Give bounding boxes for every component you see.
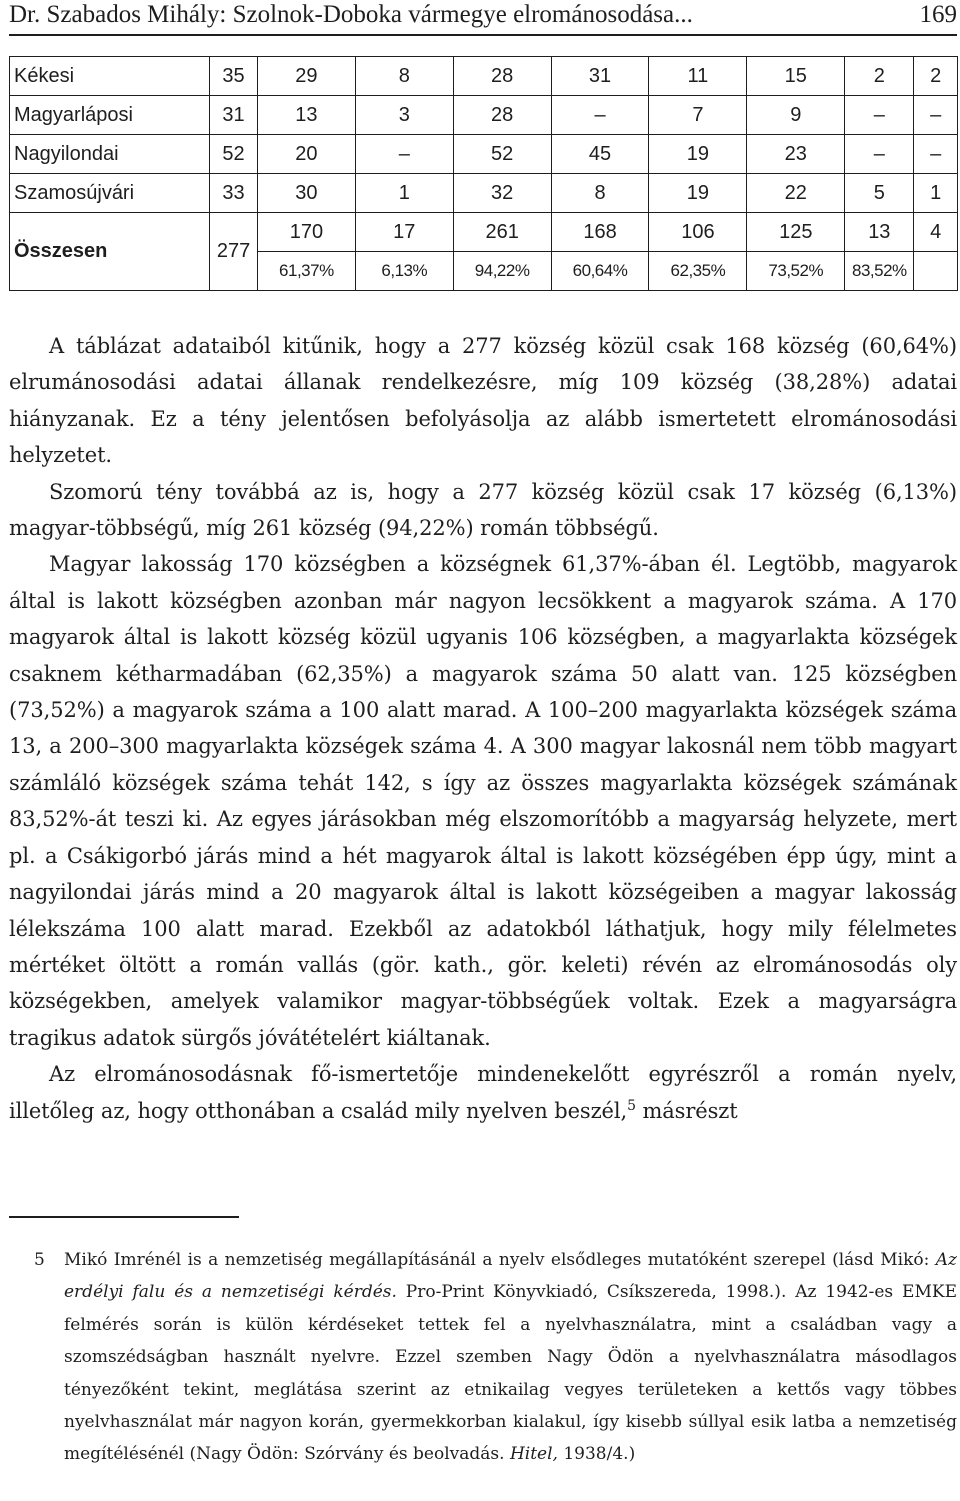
footnote-body: [64, 1244, 957, 1471]
table-cell: 31: [551, 57, 649, 96]
body-text: [9, 328, 957, 1129]
table-cell: 2: [914, 57, 958, 96]
table-cell: 1: [355, 174, 453, 213]
paragraph-text: Az elrománosodásnak fő-ismertetője mindenekelőtt egyrészről a román nyelv, illetőleg az, hogy otthonában a család mily nyelven beszél,: [9, 1062, 957, 1123]
table-cell: 19: [649, 135, 747, 174]
table-cell: 52: [453, 135, 551, 174]
table-row: [10, 135, 958, 174]
table-cell: 45: [551, 135, 649, 174]
table-cell: 23: [747, 135, 845, 174]
total-value-cell: 17: [355, 213, 453, 252]
total-value-cell: 261: [453, 213, 551, 252]
total-value-cell: 106: [649, 213, 747, 252]
table-row: [10, 174, 958, 213]
row-name-cell: Szamosújvári: [10, 174, 210, 213]
table-cell: 1: [914, 174, 958, 213]
table-cell: 11: [649, 57, 747, 96]
statistics-table: [9, 56, 958, 291]
total-value-cell: 4: [914, 213, 958, 252]
total-percent-cell: 6,13%: [355, 252, 453, 291]
total-percent-cell: 83,52%: [845, 252, 914, 291]
row-name-cell: Kékesi: [10, 57, 210, 96]
paragraph-text-end: másrészt: [635, 1098, 738, 1123]
paragraph: A táblázat adataiból kitűnik, hogy a 277 község közül csak 168 község (60,64%) elrumánosodási adatai állanak rendelkezésre, míg 109 község (38,28%) adatai hiányzanak. Ez a tény jelentősen befolyásolja az alább ismertetett elrománosodási helyzetet.: [9, 334, 957, 468]
total-value-cell: 168: [551, 213, 649, 252]
footnote: [9, 1244, 957, 1471]
total-percent-cell: 61,37%: [257, 252, 355, 291]
row-name-cell: Magyarláposi: [10, 96, 210, 135]
total-value-cell: 13: [845, 213, 914, 252]
footnote-text: Pro-Print Könyvkiadó, Csíkszereda, 1998.). Az 1942-es EMKE felmérés során is külön kérdéseket tettek fel a nyelvhasználatra, mint a családban vagy a szomszédságban használt nyelvre. Ezzel szemben Nagy Ödön a nyelvhasználatra másodlagos tényezőként tekint, meglátása szerint az etnikailag vegyes területeken a kettős vagy többes nyelvhasználat már nagyon korán, gyermekkorban kialakul, így kisebb súllyal esik latba a nemzetiség megítélésénél (Nagy Ödön: Szórvány és beolvadás.: [64, 1282, 957, 1465]
footnote-journal-title: Hitel,: [509, 1444, 558, 1465]
table-cell: 28: [453, 96, 551, 135]
table-row-total: [10, 213, 958, 252]
table-cell: 9: [747, 96, 845, 135]
total-value-cell: 125: [747, 213, 845, 252]
table-cell: 30: [257, 174, 355, 213]
header-title: Dr. Szabados Mihály: Szolnok-Doboka vármegye elrománosodása...: [9, 1, 693, 28]
table-cell: 28: [453, 57, 551, 96]
total-label-cell: Összesen: [10, 213, 210, 291]
table-cell: 33: [210, 174, 258, 213]
table-cell: –: [914, 96, 958, 135]
paragraph: Magyar lakosság 170 községben a községnek 61,37%-ában él. Legtöbb, magyarok által is lakott községben azonban már nagyon lecsökkent a magyarok száma. A 170 magyarok által is lakott község közül ugyanis 106 községben, a magyarlakta községek csaknem kétharmadában (62,35%) a magyarok száma 50 alatt van. 125 községben (73,52%) a magyarok száma a 100 alatt marad. A 100–200 magyarlakta községek száma 13, a 200–300 magyarlakta községek száma 4. A 300 magyar lakosnál nem több magyart számláló községek száma tehát 142, s így az összes magyarlakta községek számának 83,52%-át teszi ki. Az egyes járásokban még elszomorítóbb a magyarság helyzete, mert pl. a Csákigorbó járás mind a hét magyarok által is lakott községében épp úgy, mint a nagyilondai járás mind a 20 magyarok által is lakott községeiben a magyar lakosság lélekszáma 100 alatt marad. Ezekből az adatokból láthatjuk, hogy mily félelmetes mértéket öltött a román vallás (gör. kath., gör. keleti) révén az elrománosodás oly községekben, amelyek valamikor magyar-többségűek voltak. Ezek a magyarságra tragikus adatok sürgős jóvátételért kiáltanak.: [9, 552, 957, 1050]
paragraph: [9, 1056, 957, 1129]
table-cell: 32: [453, 174, 551, 213]
table-row: [10, 57, 958, 96]
table-cell: 29: [257, 57, 355, 96]
footnote-text: Mikó Imrénél is a nemzetiség megállapításánál a nyelv elsődleges mutatóként szerepel (lásd Mikó:: [64, 1250, 936, 1270]
table-cell: 31: [210, 96, 258, 135]
page-number: 169: [919, 1, 957, 28]
table-cell: 8: [355, 57, 453, 96]
table-cell: 13: [257, 96, 355, 135]
table-cell: 8: [551, 174, 649, 213]
table-cell: –: [914, 135, 958, 174]
table-cell: 2: [845, 57, 914, 96]
table-cell: 22: [747, 174, 845, 213]
footnote-text: 1938/4.): [557, 1444, 636, 1465]
table-cell: –: [845, 135, 914, 174]
running-header: [9, 0, 957, 36]
table-cell: 19: [649, 174, 747, 213]
total-value-cell: 170: [257, 213, 355, 252]
table-cell: 3: [355, 96, 453, 135]
table-cell: –: [355, 135, 453, 174]
table-cell: 7: [649, 96, 747, 135]
table-cell: –: [551, 96, 649, 135]
table-cell: 52: [210, 135, 258, 174]
table-cell: 20: [257, 135, 355, 174]
footnote-book-title: Az erdélyi falu és a nemzetiségi kérdés.: [64, 1250, 957, 1303]
paragraph: Szomorú tény továbbá az is, hogy a 277 község közül csak 17 község (6,13%) magyar-többségű, míg 261 község (94,22%) román többségű.: [9, 479, 957, 541]
total-count-cell: 277: [210, 213, 258, 291]
row-name-cell: Nagyilondai: [10, 135, 210, 174]
total-percent-cell: 73,52%: [747, 252, 845, 291]
footnote-divider: [9, 1216, 239, 1218]
footnote-number: 5: [34, 1250, 45, 1270]
total-percent-cell: 62,35%: [649, 252, 747, 291]
table-cell: 15: [747, 57, 845, 96]
total-percent-cell: 60,64%: [551, 252, 649, 291]
total-percent-cell: 94,22%: [453, 252, 551, 291]
table-cell: –: [845, 96, 914, 135]
table-row: [10, 96, 958, 135]
table-cell: 35: [210, 57, 258, 96]
table-cell: 5: [845, 174, 914, 213]
footnote-ref[interactable]: 5: [627, 1097, 636, 1114]
total-percent-cell: [914, 252, 958, 291]
